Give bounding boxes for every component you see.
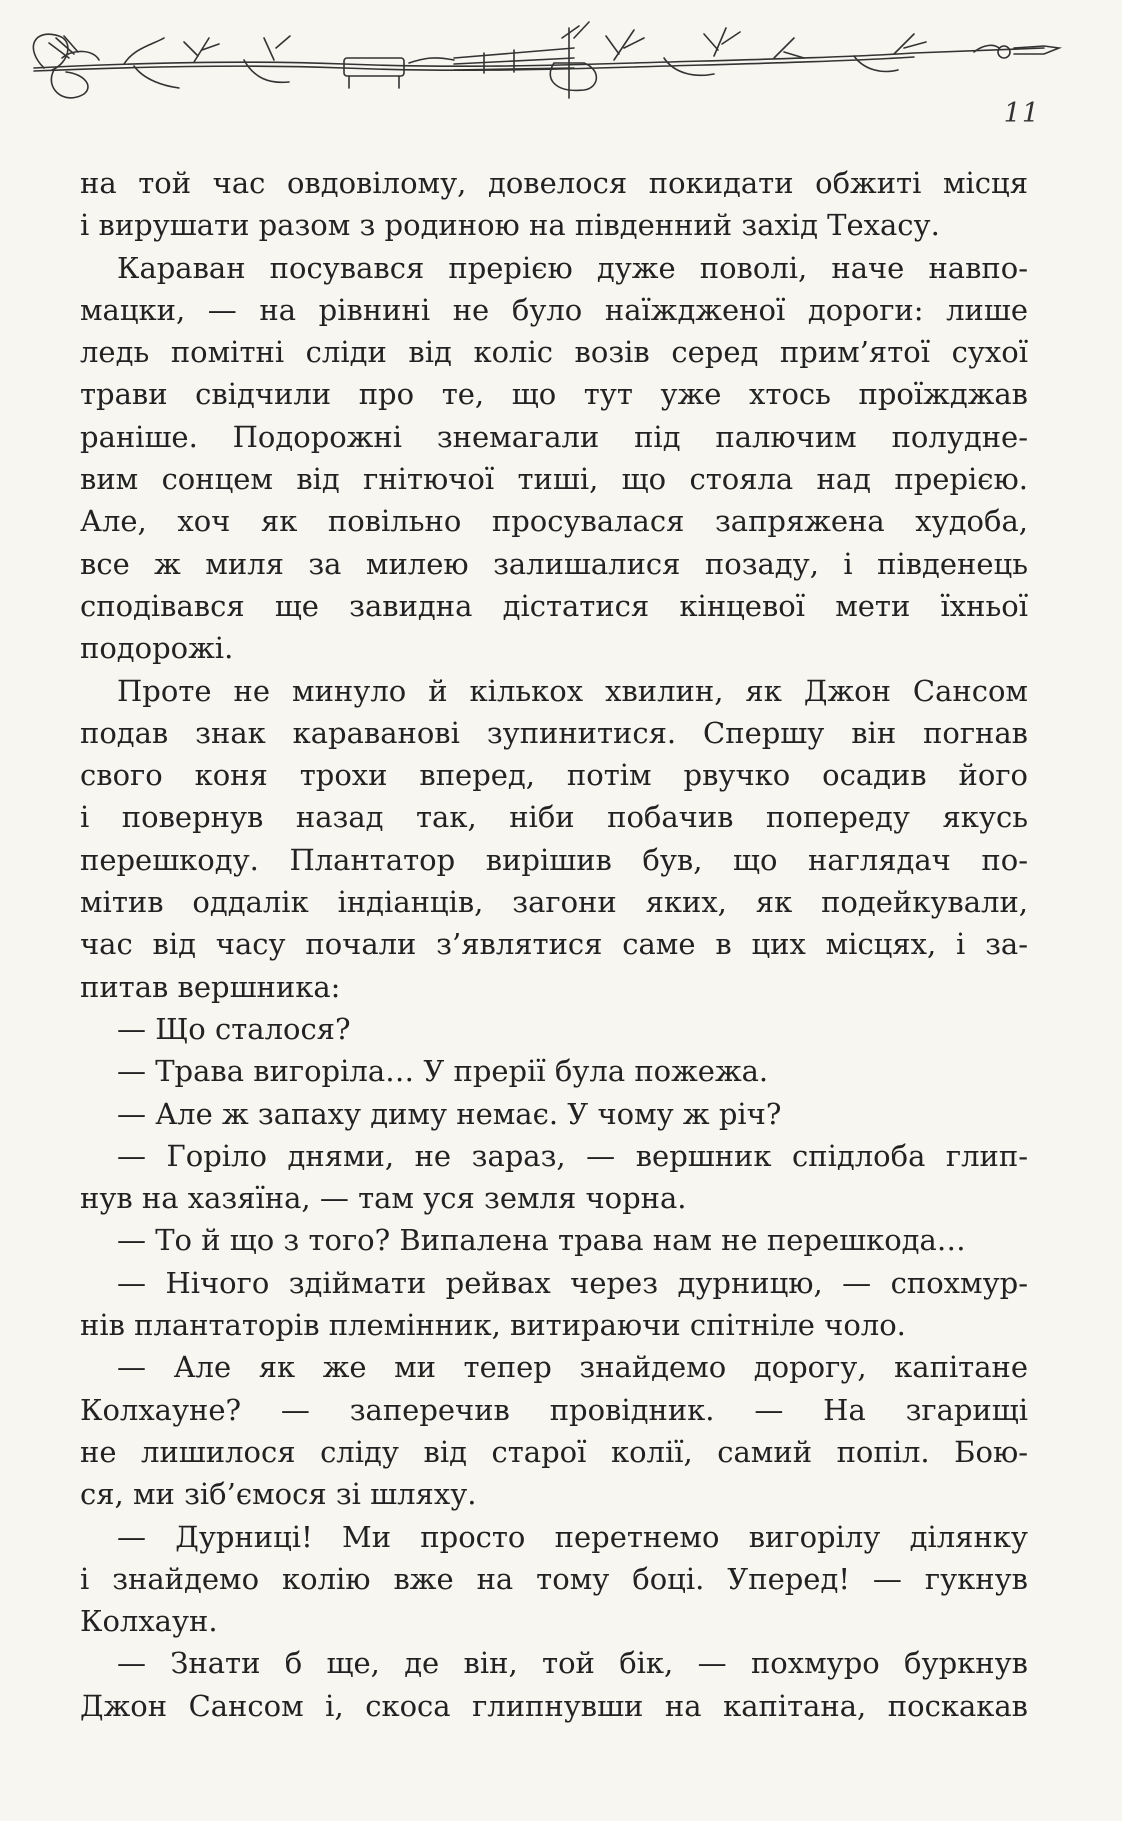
text-line: — Трава вигоріла… У прерії була пожежа.: [117, 1054, 769, 1089]
text-line: Колхауне? — заперечив провідник. — На згарищі: [80, 1392, 1028, 1427]
text-line: Але, хоч як повільно просувалася запряжена худоба,: [80, 504, 1028, 539]
text-line: — Дурниці! Ми просто перетнемо вигорілу ділянку: [117, 1519, 1028, 1554]
text-line: все ж миля за милею залишалися позаду, і південець: [80, 546, 1028, 581]
text-line: — Але як же ми тепер знайдемо дорогу, капітане: [117, 1350, 1028, 1385]
text-line: — Знати б ще, де він, той бік, — похмуро буркнув: [117, 1646, 1028, 1681]
text-line: сподівався ще завидна дістатися кінцевої мети їхньої: [80, 588, 1028, 623]
text-line: раніше. Подорожні знемагали під палючим полудне-: [80, 419, 1028, 454]
text-line: Колхаун.: [80, 1604, 218, 1639]
text-line: мацки, — на рівнині не було наїждженої дороги: лише: [80, 292, 1028, 327]
text-line: питав вершника:: [80, 969, 341, 1004]
text-line: час від часу почали з’являтися саме в цих місцях, і за-: [80, 927, 1028, 962]
text-line: ледь помітні сліди від коліс возів серед прим’ятої сухої: [80, 335, 1028, 370]
text-line: — Що сталося?: [117, 1011, 351, 1046]
text-line: подорожі.: [80, 631, 234, 666]
text-line: ся, ми зіб’ємося зі шляху.: [80, 1477, 477, 1512]
text-line: і знайдемо колію вже на тому боці. Уперед! — гукнув: [80, 1561, 1028, 1596]
text-line: трави свідчили про те, що тут уже хтось проїжджав: [80, 377, 1028, 412]
text-line: — Але ж запаху диму немає. У чому ж річ?: [117, 1096, 782, 1131]
text-line: подав знак каравановi зупинитися. Спершу він погнав: [80, 715, 1028, 750]
text-line: і вирушати разом з родиною на південний захід Техасу.: [80, 208, 940, 243]
page-number: 11: [1003, 98, 1040, 129]
text-line: — Нічого здіймати рейвах через дурницю, — спохмур-: [117, 1265, 1028, 1300]
text-line: Проте не минуло й кількох хвилин, як Джон Сансом: [117, 673, 1028, 708]
decorative-ornament-icon: [14, 8, 1064, 108]
text-line: свого коня трохи вперед, потім рвучко осадив його: [80, 758, 1028, 793]
text-line: мітив оддалік індіанців, загони яких, як подейкували,: [80, 885, 1028, 920]
body-text: [80, 162, 1028, 1727]
text-line: Джон Сансом і, скоса глипнувши на капітана, поскакав: [80, 1688, 1028, 1723]
text-line: нів плантаторів племінник, витираючи спітніле чоло.: [80, 1308, 906, 1343]
text-line: і повернув назад так, ніби побачив попереду якусь: [80, 800, 1028, 835]
text-line: Караван посувався прерією дуже поволі, наче навпо-: [117, 250, 1028, 285]
text-line: вим сонцем від гнітючої тиші, що стояла над прерією.: [80, 462, 1028, 497]
text-line: не лишилося сліду від старої колії, самий попіл. Бою-: [80, 1434, 1028, 1469]
text-line: нув на хазяїна, — там уся земля чорна.: [80, 1181, 687, 1216]
text-line: — То й що з того? Випалена трава нам не перешкода…: [117, 1223, 966, 1258]
text-line: перешкоду. Плантатор вирішив був, що наглядач по-: [80, 842, 1028, 877]
text-line: — Горіло днями, не зараз, — вершник спідлоба глип-: [117, 1138, 1028, 1173]
text-line: на той час овдовілому, довелося покидати обжиті місця: [80, 166, 1028, 200]
